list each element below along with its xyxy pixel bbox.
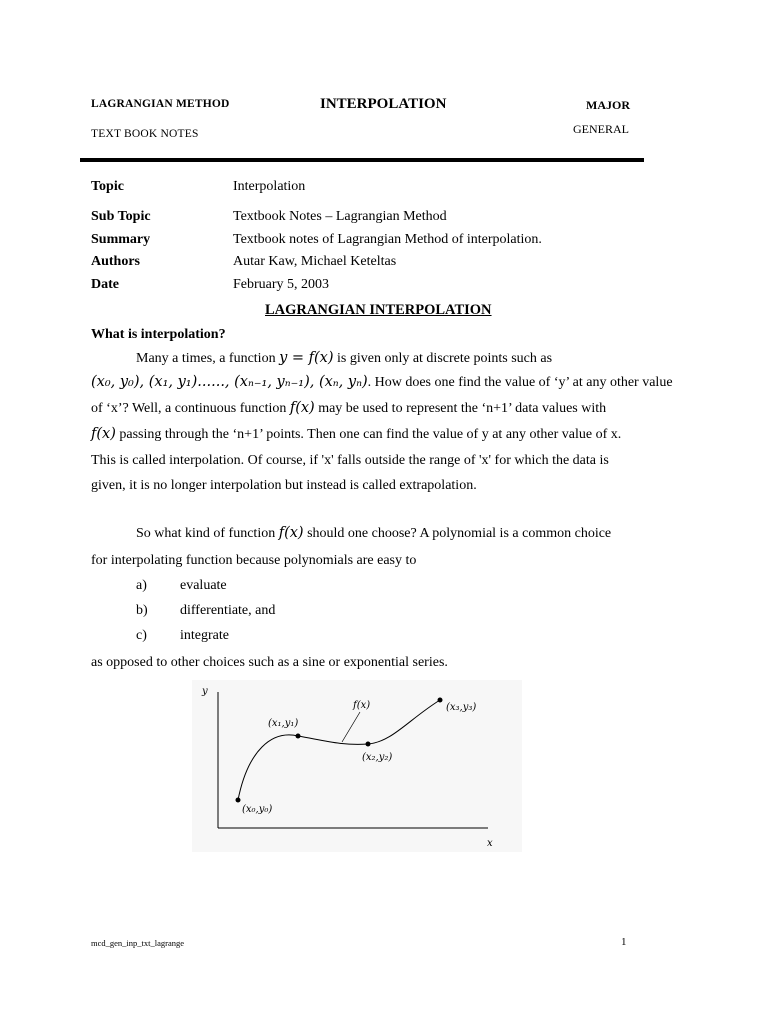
paragraph3: as opposed to other choices such as a sine or exponential series. xyxy=(91,655,448,670)
meta-date-label: Date xyxy=(91,277,119,292)
y-axis-label: y xyxy=(202,686,208,697)
meta-subtopic-value: Textbook Notes – Lagrangian Method xyxy=(233,209,447,224)
section-title: LAGRANGIAN INTERPOLATION xyxy=(265,302,492,318)
header-divider xyxy=(80,158,644,162)
header-method-label: LAGRANGIAN METHOD xyxy=(91,98,230,110)
header-major-value: GENERAL xyxy=(573,122,629,136)
meta-summary-value: Textbook notes of Lagrangian Method of interpolation. xyxy=(233,232,542,247)
paragraph2-line1: So what kind of function f(x) should one choose? A polynomial is a common choice xyxy=(136,525,612,541)
point-label-3: (x₃,y₃) xyxy=(446,702,477,713)
list-item-text: differentiate, and xyxy=(180,603,276,618)
interpolation-diagram xyxy=(192,680,522,852)
meta-authors-value: Autar Kaw, Michael Keteltas xyxy=(233,254,397,269)
paragraph1-line4: f(x) passing through the ‘n+1’ points. Then one can find the value of y at any other value of x. xyxy=(91,426,622,442)
math-fx: f(x) xyxy=(91,426,116,442)
paragraph2-line2: for interpolating function because polynomials are easy to xyxy=(91,553,417,568)
meta-topic-label: Topic xyxy=(91,179,124,194)
data-point-2 xyxy=(366,742,371,747)
meta-topic-value: Interpolation xyxy=(233,179,306,194)
header-major-label: MAJOR xyxy=(586,98,630,112)
interpolation-figure xyxy=(192,680,522,852)
paragraph1-line6: given, it is no longer interpolation but instead is called extrapolation. xyxy=(91,478,477,493)
question-heading: What is interpolation? xyxy=(91,327,226,342)
math-data-points: (x₀, y₀), (x₁, y₁)......, (xₙ₋₁, yₙ₋₁), (xₙ, yₙ) xyxy=(91,374,368,390)
data-point-0 xyxy=(236,798,241,803)
list-item-marker: b) xyxy=(136,603,148,618)
paragraph1-line3: of ‘x’? Well, a continuous function f(x) may be used to represent the ‘n+1’ data values with xyxy=(91,400,607,416)
math-function-definition: y = f(x) xyxy=(279,350,334,366)
footer-page-number: 1 xyxy=(621,936,627,948)
list-item-marker: a) xyxy=(136,578,147,593)
data-point-1 xyxy=(296,734,301,739)
list-item-text: integrate xyxy=(180,628,229,643)
list-item-text: evaluate xyxy=(180,578,227,593)
data-point-3 xyxy=(438,698,443,703)
meta-date-value: February 5, 2003 xyxy=(233,277,330,292)
list-item-marker: c) xyxy=(136,628,147,643)
point-label-2: (x₂,y₂) xyxy=(362,752,393,763)
meta-summary-label: Summary xyxy=(91,232,151,247)
meta-authors-label: Authors xyxy=(91,254,141,269)
meta-subtopic-label: Sub Topic xyxy=(91,209,151,224)
paragraph1-line1: Many a times, a function y = f(x) is given only at discrete points such as xyxy=(136,350,553,366)
header-notes-label: TEXT BOOK NOTES xyxy=(91,128,199,140)
math-fx: f(x) xyxy=(278,525,304,541)
curve-label: f(x) xyxy=(353,700,371,711)
paragraph1-line2: (x₀, y₀), (x₁, y₁)......, (xₙ₋₁, yₙ₋₁), (xₙ, yₙ). How does one find the value of ‘y’ at any other value xyxy=(91,374,673,390)
math-fx: f(x) xyxy=(289,400,315,416)
paragraph1-line5: This is called interpolation. Of course, if 'x' falls outside the range of 'x' for which the data is xyxy=(91,453,609,468)
x-axis-label: x xyxy=(487,838,493,849)
point-label-0: (x₀,y₀) xyxy=(242,804,273,815)
footer-file-name: mcd_gen_inp_txt_lagrange xyxy=(91,938,185,948)
header-title: INTERPOLATION xyxy=(320,96,447,112)
point-label-1: (x₁,y₁) xyxy=(268,718,299,729)
